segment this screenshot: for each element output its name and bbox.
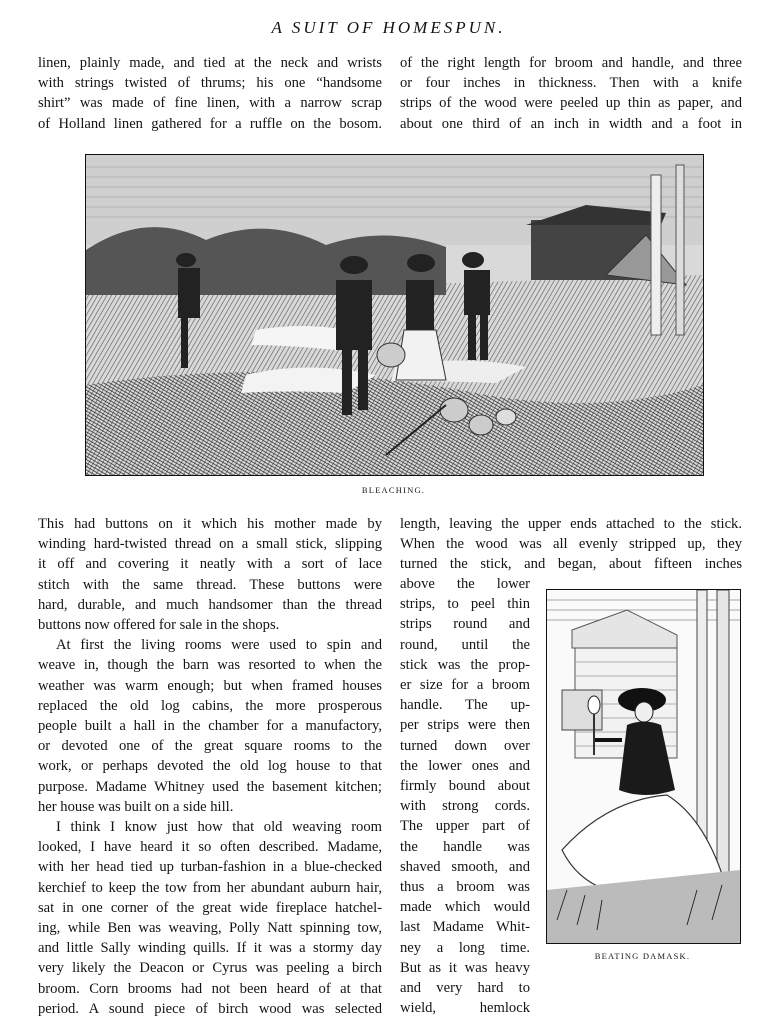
beating-damask-illustration <box>546 589 741 944</box>
text-line: I think I know just how that old weaving room <box>56 819 382 836</box>
text-line: people built a hall in the chamber for a manufactory, <box>38 718 382 735</box>
text-line: strips of the wood were peeled up thin as paper, and <box>400 95 742 112</box>
text-line: stick was the prop- <box>400 656 530 673</box>
text-line: of Holland linen gathered for a ruffle on the bosom. <box>38 115 382 132</box>
text-line: looked, I have heard it so often described. Madame, <box>38 839 382 856</box>
text-line: above the lower <box>400 576 530 592</box>
top-right-text <box>400 53 742 134</box>
text-line: This had buttons on it which his mother made by <box>38 516 382 532</box>
text-line: with her head tied up turban-fashion in a blue-checked <box>38 859 382 876</box>
lower-right-text <box>400 514 742 575</box>
text-line: er size for a broom <box>400 677 530 694</box>
text-line: sat in one corner of the great wide fireplace hatchel- <box>38 899 382 916</box>
text-line: But as it was heavy <box>400 959 530 976</box>
text-line: of the right length for broom and handle, and three <box>400 55 742 71</box>
text-line: about one third of an inch in width and a foot in <box>400 115 742 132</box>
text-line: firmly bound about <box>400 778 530 795</box>
text-line: handle. The up- <box>400 697 530 714</box>
text-line: kerchief to keep the tow from her abundant auburn hair, <box>38 879 382 896</box>
text-line: purpose. Madame Whitney used the basement kitchen; <box>38 778 382 795</box>
bleaching-engraving-image <box>86 155 703 475</box>
text-line: last Madame Whit- <box>400 919 530 936</box>
text-line: turned the stick, and began, about fifteen inches <box>400 556 742 573</box>
bleaching-caption: BLEACHING. <box>361 485 426 495</box>
text-line: thus a broom was <box>400 879 530 896</box>
text-line: length, leaving the upper ends attached to the stick. <box>400 516 742 532</box>
text-line: per strips were then <box>400 717 530 734</box>
text-line: strips round and <box>400 616 530 633</box>
text-line: it off and covering it neatly with a sort of lace <box>38 556 382 573</box>
text-line: The upper part of <box>400 818 530 835</box>
running-head: A SUIT OF HOMESPUN. <box>271 18 506 37</box>
text-line: very likely the Deacon or Cyrus was peeling a birch <box>38 960 382 977</box>
text-line: made which would <box>400 899 530 916</box>
text-line: hard, durable, and much handsomer than the thread <box>38 596 382 613</box>
text-line: or devoted one of the great square rooms to the <box>38 738 382 755</box>
beating-damask-caption: BEATING DAMASK. <box>594 951 691 961</box>
text-line: with strong cords. <box>400 798 530 815</box>
text-line: work, or perhaps devoted the old log house to that <box>38 758 382 775</box>
text-line: her house was built on a side hill. <box>38 798 234 815</box>
text-line: winding hard-twisted thread on a small stick, slipping <box>38 536 382 553</box>
text-line: weave in, though the barn was resorted to when the <box>38 657 382 674</box>
text-line: or four inches in thickness. Then with a knife <box>400 75 742 92</box>
text-line: ney a long time. <box>400 939 530 956</box>
text-line: buttons now offered for sale in the shops. <box>38 617 280 634</box>
text-line: When the wood was all evenly stripped up, they <box>400 536 742 553</box>
text-line: shaved smooth, and <box>400 858 530 875</box>
lower-left-text <box>38 514 382 1019</box>
text-line: shirt” was made of fine linen, with a narrow scrap <box>38 95 382 112</box>
bleaching-illustration <box>85 154 704 476</box>
text-line: stitch with the same thread. These buttons were <box>38 576 382 593</box>
text-line: the handle was <box>400 838 530 855</box>
text-line: and little Sally winding quills. If it was a stormy day <box>38 940 382 957</box>
text-line: wield, hemlock <box>400 1000 530 1017</box>
beating-damask-engraving-image <box>547 590 740 943</box>
text-line: linen, plainly made, and tied at the neck and wrists <box>38 55 382 71</box>
text-line: period. A sound piece of birch wood was selected <box>38 1000 382 1017</box>
text-line: At first the living rooms were used to spin and <box>56 637 382 654</box>
text-line: broom. Corn brooms had not been heard of at that <box>38 980 382 997</box>
text-line: and very hard to <box>400 980 530 997</box>
text-line: the lower ones and <box>400 757 530 774</box>
text-line: replaced the old log cabins, the more prosperous <box>38 697 382 714</box>
lower-right-narrow-text <box>400 574 530 1018</box>
top-left-text <box>38 53 382 134</box>
text-line: strips, to peel thin <box>400 596 530 613</box>
text-line: with strings twisted of thrums; his one “handsome <box>38 75 382 92</box>
text-line: round, until the <box>400 636 530 653</box>
text-line: weather was warm enough; but when framed houses <box>38 677 382 694</box>
text-line: turned down over <box>400 737 530 754</box>
text-line: ing, while Ben was weaving, Polly Natt spinning tow, <box>38 920 382 937</box>
